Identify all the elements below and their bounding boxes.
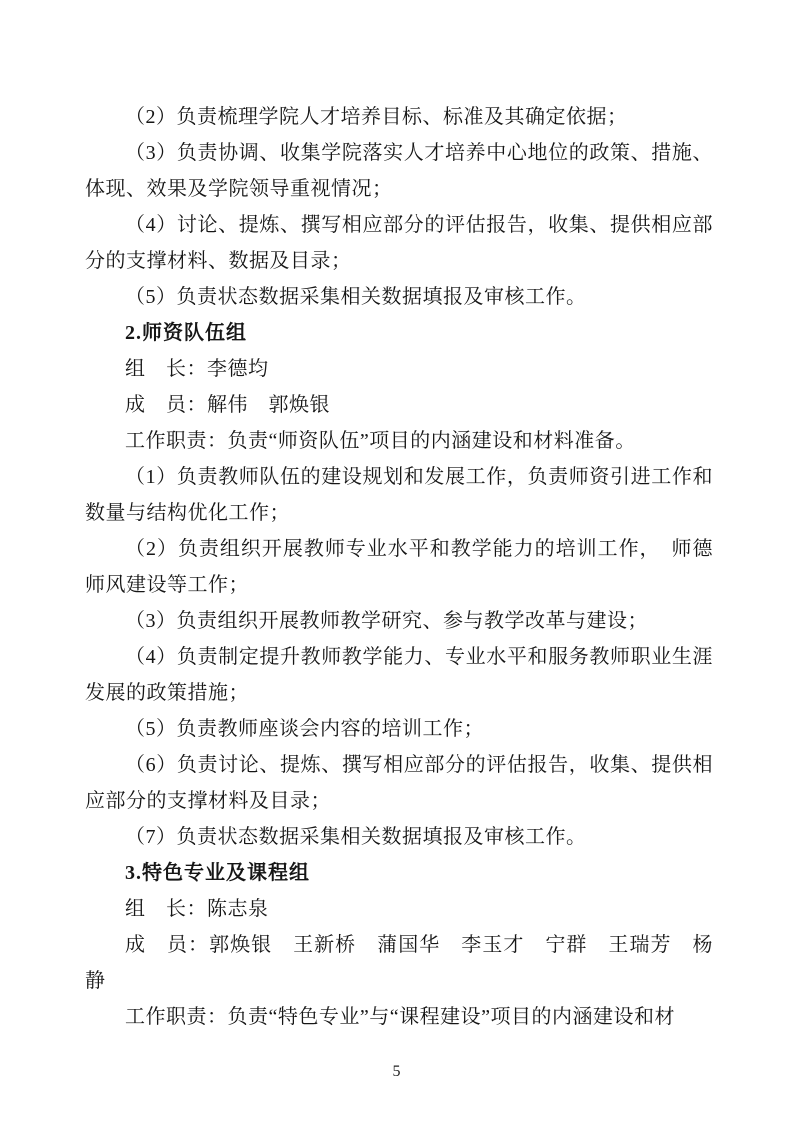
paragraph: 成 员：郭焕银 王新桥 蒲国华 李玉才 宁群 王瑞芳 杨静 <box>85 934 713 992</box>
paragraph: 工作职责：负责“师资队伍”项目的内涵建设和材料准备。 <box>125 430 636 452</box>
paragraph: （2）负责组织开展教师专业水平和教学能力的培训工作， 师德师风建设等工作； <box>85 538 713 596</box>
paragraph: 工作职责：负责“特色专业”与“课程建设”项目的内涵建设和材 <box>125 1006 676 1028</box>
page-number: 5 <box>392 1063 401 1080</box>
paragraph: （2）负责梳理学院人才培养目标、标准及其确定依据； <box>125 106 628 128</box>
paragraph: 组 长：陈志泉 <box>125 898 269 920</box>
paragraph: （3）负责协调、收集学院落实人才培养中心地位的政策、措施、体现、效果及学院领导重视情况； <box>85 142 713 200</box>
paragraph: 成 员：解伟 郭焕银 <box>125 394 330 416</box>
paragraph: （5）负责状态数据采集相关数据填报及审核工作。 <box>125 286 587 308</box>
paragraph: （7）负责状态数据采集相关数据填报及审核工作。 <box>125 826 587 848</box>
paragraph: （6）负责讨论、提炼、撰写相应部分的评估报告，收集、提供相应部分的支撑材料及目录； <box>85 754 713 812</box>
paragraph: （5）负责教师座谈会内容的培训工作； <box>125 718 484 740</box>
paragraph: （3）负责组织开展教师教学研究、参与教学改革与建设； <box>125 610 648 632</box>
section-heading: 2.师资队伍组 <box>125 322 247 344</box>
paragraph: 组 长：李德均 <box>125 358 269 380</box>
section-heading: 3.特色专业及课程组 <box>125 862 310 884</box>
document-body <box>85 99 713 1035</box>
paragraph: （1）负责教师队伍的建设规划和发展工作，负责师资引进工作和数量与结构优化工作； <box>85 466 713 524</box>
paragraph: （4）讨论、提炼、撰写相应部分的评估报告，收集、提供相应部分的支撑材料、数据及目录； <box>85 214 713 272</box>
paragraph: （4）负责制定提升教师教学能力、专业水平和服务教师职业生涯发展的政策措施； <box>85 646 713 704</box>
